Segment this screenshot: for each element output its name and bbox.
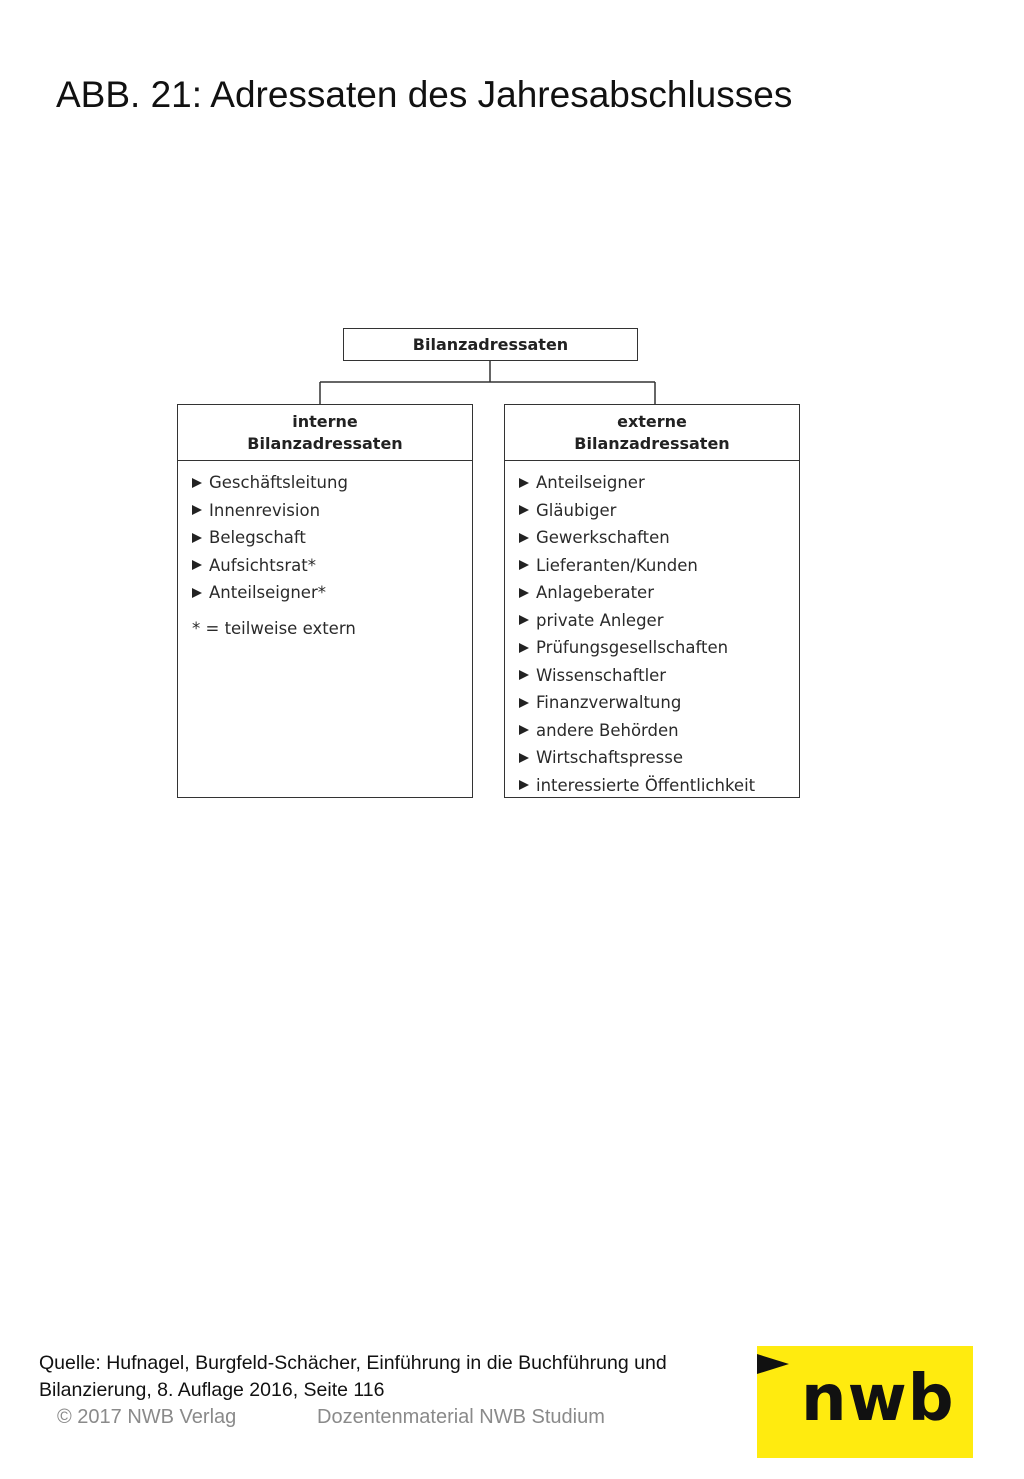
- list-item-label: Anlageberater: [536, 583, 654, 603]
- list-item-label: andere Behörden: [536, 720, 679, 740]
- list-item: [192, 579, 472, 607]
- list-item: [519, 662, 799, 690]
- external-heading-line2: Bilanzadressaten: [574, 433, 730, 453]
- list-item-label: Lieferanten/Kunden: [536, 555, 698, 575]
- arrow-bullet-icon: [519, 753, 529, 763]
- list-item: [519, 607, 799, 635]
- internal-heading-line1: interne: [292, 411, 358, 431]
- list-item: [519, 524, 799, 552]
- list-item-label: interessierte Öffentlichkeit: [536, 775, 756, 795]
- arrow-bullet-icon: [519, 560, 529, 570]
- arrow-bullet-icon: [519, 725, 529, 735]
- material-text: Dozentenmaterial NWB Studium: [317, 1406, 605, 1428]
- list-item-label: private Anleger: [536, 610, 664, 630]
- arrow-bullet-icon: [192, 533, 202, 543]
- arrow-bullet-icon: [519, 615, 529, 625]
- internal-heading: [178, 405, 472, 461]
- arrow-bullet-icon: [192, 478, 202, 488]
- internal-list: [178, 461, 472, 607]
- list-item: [519, 469, 799, 497]
- internal-addressees-box: [177, 404, 473, 798]
- list-item-label: Aufsichtsrat*: [209, 555, 316, 575]
- list-item-label: Gewerkschaften: [536, 528, 670, 548]
- list-item: [519, 772, 799, 800]
- arrow-bullet-icon: [519, 780, 529, 790]
- list-item: [519, 552, 799, 580]
- arrow-bullet-icon: [519, 643, 529, 653]
- arrow-bullet-icon: [519, 588, 529, 598]
- logo-text: nwb: [801, 1362, 955, 1436]
- internal-heading-line2: Bilanzadressaten: [247, 433, 403, 453]
- external-list: [505, 461, 799, 799]
- external-heading: [505, 405, 799, 461]
- list-item-label: Innenrevision: [209, 500, 321, 520]
- list-item-label: Anteilseigner*: [209, 583, 326, 603]
- list-item: [192, 524, 472, 552]
- footnote: * = teilweise extern: [192, 618, 356, 638]
- source-citation: [39, 1350, 799, 1404]
- nwb-logo: [757, 1346, 973, 1458]
- arrow-bullet-icon: [519, 478, 529, 488]
- arrow-bullet-icon: [192, 505, 202, 515]
- list-item: [519, 634, 799, 662]
- root-label: Bilanzadressaten: [412, 335, 569, 354]
- list-item: [192, 552, 472, 580]
- external-addressees-box: [504, 404, 800, 798]
- source-line1: Quelle: Hufnagel, Burgfeld-Schächer, Einführung in die Buchführung und: [39, 1352, 667, 1374]
- root-node: [343, 328, 638, 361]
- arrow-bullet-icon: [192, 560, 202, 570]
- external-heading-line1: externe: [617, 411, 687, 431]
- list-item-label: Prüfungsgesellschaften: [536, 638, 729, 658]
- list-item-label: Geschäftsleitung: [209, 473, 348, 493]
- list-item: [192, 497, 472, 525]
- list-item-label: Anteilseigner: [536, 473, 645, 493]
- list-item: [519, 744, 799, 772]
- list-item-label: Wirtschaftspresse: [536, 748, 684, 768]
- play-triangle-icon: [757, 1354, 789, 1374]
- arrow-bullet-icon: [192, 588, 202, 598]
- list-item: [192, 469, 472, 497]
- list-item-label: Finanzverwaltung: [536, 693, 682, 713]
- source-line2: Bilanzierung, 8. Auflage 2016, Seite 116: [39, 1379, 385, 1401]
- page-title: ABB. 21: Adressaten des Jahresabschlusses: [56, 74, 793, 115]
- arrow-bullet-icon: [519, 533, 529, 543]
- list-item: [519, 717, 799, 745]
- arrow-bullet-icon: [519, 505, 529, 515]
- arrow-bullet-icon: [519, 698, 529, 708]
- copyright-text: © 2017 NWB Verlag: [57, 1406, 237, 1428]
- arrow-bullet-icon: [519, 670, 529, 680]
- list-item-label: Wissenschaftler: [536, 665, 667, 685]
- list-item-label: Belegschaft: [209, 528, 306, 548]
- list-item: [519, 497, 799, 525]
- list-item: [519, 579, 799, 607]
- list-item: [519, 689, 799, 717]
- list-item-label: Gläubiger: [536, 500, 617, 520]
